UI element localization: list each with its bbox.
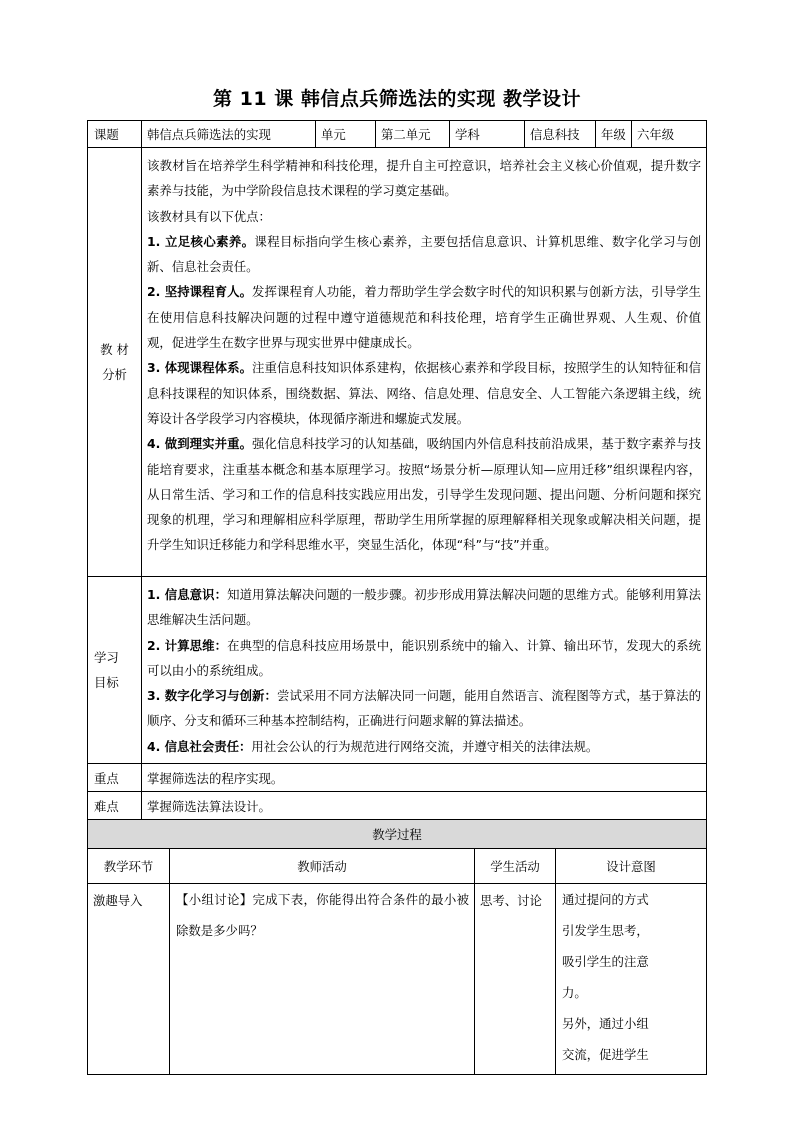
material-label: 教 材 分析 — [88, 148, 142, 577]
material-point — [147, 229, 701, 280]
objective-body: 尝试采用不同方法解决同一问题，能用自然语言、流程图等方式，基于算法的顺序、分支和循环三种基本控制结构，正确进行问题求解的算法描述。 — [147, 688, 701, 729]
process-intent-line: 通过提问的方式 — [562, 892, 649, 908]
material-point-head: 4. 做到理实并重。 — [147, 436, 253, 452]
process-intent-line: 力。 — [562, 985, 587, 1001]
process-intent-line: 引发学生思考， — [562, 923, 649, 939]
material-point — [147, 279, 701, 355]
material-content — [142, 148, 707, 577]
process-intent-line: 交流，促进学生 — [562, 1047, 649, 1063]
material-advantages-intro: 该教材具有以下优点： — [147, 208, 271, 224]
process-teacher — [170, 884, 475, 1075]
process-teacher-text: 【小组讨论】完成下表，你能得出符合条件的最小被除数是多少吗？ — [176, 892, 469, 939]
key-point-row — [88, 764, 707, 792]
objective-item — [147, 582, 701, 633]
info-row — [88, 121, 707, 148]
objective-head: 3. 数字化学习与创新： — [147, 688, 277, 704]
unit-label: 单元 — [316, 121, 376, 148]
objective-body: 在典型的信息科技应用场景中，能识别系统中的输入、计算、输出环节，发现大的系统可以由小的系统组成。 — [147, 637, 701, 678]
header-teacher: 教师活动 — [170, 849, 475, 884]
process-student: 思考、讨论 — [475, 884, 556, 1075]
unit-value: 第二单元 — [376, 121, 450, 148]
key-point-label: 重点 — [88, 764, 142, 792]
difficulty-label: 难点 — [88, 792, 142, 820]
process-title: 教学过程 — [88, 820, 707, 849]
material-point-body: 课程目标指向学生核心素养，主要包括信息意识、计算机思维、数字化学习与创新、信息社会责任。 — [147, 233, 701, 275]
grade-label: 年级 — [596, 121, 632, 148]
objective-body: 知道用算法解决问题的一般步骤。初步形成用算法解决问题的思维方式。能够利用算法思维解决生活问题。 — [147, 587, 701, 628]
process-title-row — [88, 820, 707, 849]
process-header-row — [88, 849, 707, 884]
objective-item — [147, 734, 701, 759]
process-intent-line: 另外，通过小组 — [562, 1016, 649, 1032]
difficulty-value: 掌握筛选法算法设计。 — [142, 792, 707, 820]
material-point-body: 强化信息科技学习的认知基础，吸纳国内外信息科技前沿成果，基于数字素养与技能培育要求，注重基本概念和基本原理学习。按照“场景分析—原理认知—应用迁移”组织课程内容，从日常生活、学习和工作的信息科技实践应用出发，引导学生发现问题、提出问题、分析问题和探究现象的机理，学习和理解相应科学原理，帮助学生用所掌握的原理解释相关现象或解决相关问题，提升学生知识迁移能力和学科思维水平，突显生活化，体现“科”与“技”并重。 — [147, 436, 701, 553]
objective-item — [147, 633, 701, 684]
header-student: 学生活动 — [475, 849, 556, 884]
key-point-value: 掌握筛选法的程序实现。 — [142, 764, 707, 792]
material-point-head: 2. 坚持课程育人。 — [147, 284, 253, 300]
process-stage: 激趣导入 — [88, 884, 170, 1075]
objective-body: 用社会公认的行为规范进行网络交流，并遵守相关的法律法规。 — [251, 738, 599, 754]
lesson-plan-table — [87, 120, 707, 1075]
material-point — [147, 355, 701, 431]
objective-head: 1. 信息意识： — [147, 587, 228, 602]
material-point-head: 3. 体现课程体系。 — [147, 360, 253, 376]
process-row — [88, 884, 707, 1075]
subject-label: 学科 — [450, 121, 525, 148]
material-row — [88, 148, 707, 577]
subject-value: 信息科技 — [525, 121, 596, 148]
objective-head: 2. 计算思维： — [147, 637, 228, 653]
topic-value: 韩信点兵筛选法的实现 — [142, 121, 316, 148]
topic-label: 课题 — [88, 121, 142, 148]
objective-head: 4. 信息社会责任： — [147, 738, 252, 754]
material-point-body: 注重信息科技知识体系建构，依据核心素养和学段目标，按照学生的认知特征和信息科技课程的知识体系，围绕数据、算法、网络、信息处理、信息安全、人工智能六条逻辑主线，统筹设计各学段学习内容模块，体现循序渐进和螺旋式发展。 — [147, 360, 701, 426]
material-intro: 该教材旨在培养学生科学精神和科技伦理，提升自主可控意识，培养社会主义核心价值观，提升数字素养与技能，为中学阶段信息技术课程的学习奠定基础。 — [147, 158, 701, 199]
header-stage: 教学环节 — [88, 849, 170, 884]
material-point-body: 发挥课程育人功能，着力帮助学生学会数字时代的知识积累与创新方法，引导学生在使用信息科技解决问题的过程中遵守道德规范和科技伦理，培育学生正确世界观、人生观、价值观，促进学生在数字世界与现实世界中健康成长。 — [147, 284, 701, 351]
page-title: 第 11 课 韩信点兵筛选法的实现 教学设计 — [213, 88, 581, 110]
process-intent — [556, 884, 707, 1075]
material-point — [147, 431, 701, 557]
objectives-content — [142, 577, 707, 764]
material-point-head: 1. 立足核心素养。 — [147, 233, 255, 249]
objectives-label: 学习 目标 — [88, 577, 142, 764]
grade-value: 六年级 — [632, 121, 707, 148]
process-intent-line: 吸引学生的注意 — [562, 954, 649, 970]
objective-item — [147, 683, 701, 734]
header-intent: 设计意图 — [556, 849, 707, 884]
difficulty-row — [88, 792, 707, 820]
objectives-row — [88, 577, 707, 764]
